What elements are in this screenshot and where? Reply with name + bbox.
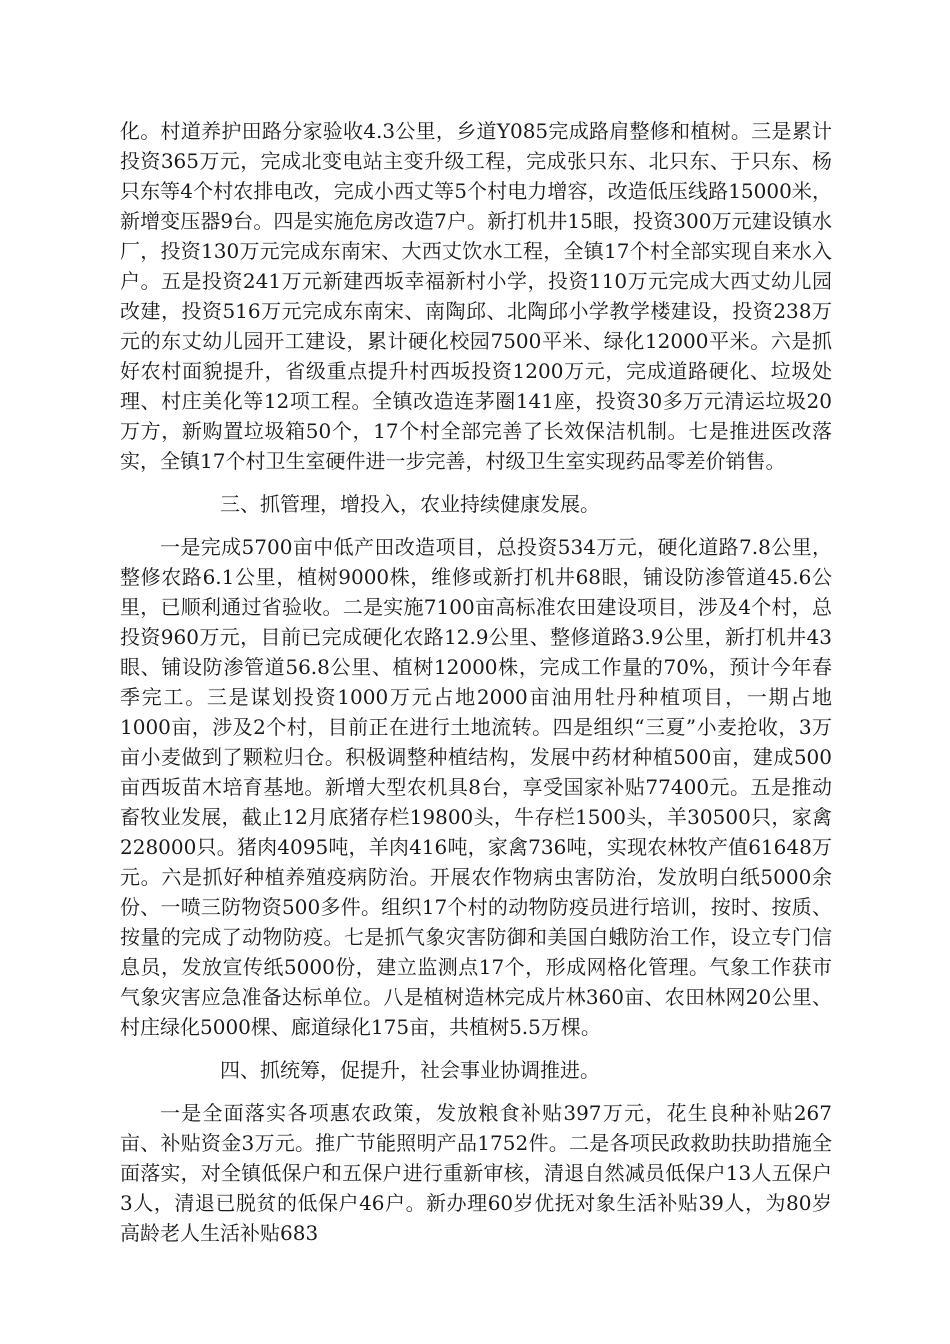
paragraph-continuation: 化。村道养护田路分家验收4.3公里，乡道Y085完成路肩整修和植树。三是累计投资365万元，完成北变电站主变升级工程，完成张只东、北只东、于只东、杨只东等4个村农排电改，完成小西丈等5个村电力增容，改造低压线路15000米，新增变压器9台。四是实施危房改造7户。新打机井15眼，投资300万元建设镇水厂，投资130万元完成东南宋、大西丈饮水工程，全镇17个村全部实现自来水入户。五是投资241万元新建西坂幸福新村小学，投资110万元完成大西丈幼儿园改建，投资516万元完成东南宋、南陶邱、北陶邱小学教学楼建设，投资238万元的东丈幼儿园开工建设，累计硬化校园7500平米、绿化12000平米。六是抓好农村面貌提升，省级重点提升村西坂投资1200万元，完成道路硬化、垃圾处理、村庄美化等12项工程。全镇改造连茅圈141座，投资30多万元清运垃圾20万方，新购置垃圾箱50个，17个村全部完善了长效保洁机制。七是推进医改落实，全镇17个村卫生室硬件进一步完善，村级卫生室实现药品零差价销售。 [120, 119, 832, 473]
document-page [120, 116, 832, 1248]
paragraph-social: 一是全面落实各项惠农政策，发放粮食补贴397万元，花生良种补贴267亩、补贴资金3万元。推广节能照明产品1752件。二是各项民政救助扶助措施全面落实，对全镇低保户和五保户进行重新审核，清退自然减员低保户13人五保户3人，清退已脱贫的低保户46户。新办理60岁优抚对象生活补贴39人，为80岁高龄老人生活补贴683 [120, 1101, 832, 1245]
paragraph-agriculture: 一是完成5700亩中低产田改造项目，总投资534万元，硬化道路7.8公里，整修农路6.1公里，植树9000株，维修或新打机井68眼，铺设防渗管道45.6公里，已顺利通过省验收。二是实施7100亩高标准农田建设项目，涉及4个村，总投资960万元，目前已完成硬化农路12.9公里、整修道路3.9公里，新打机井43眼、铺设防渗管道56.8公里、植树12000株，完成工作量的70%，预计今年春季完工。三是谋划投资1000万元占地2000亩油用牡丹种植项目，一期占地1000亩，涉及2个村，目前正在进行土地流转。四是组织“三夏”小麦抢收，3万亩小麦做到了颗粒归仓。积极调整种植结构，发展中药材种植500亩，建成500亩西坂苗木培育基地。新增大型农机具8台，享受国家补贴77400元。五是推动畜牧业发展，截止12月底猪存栏19800头，牛存栏1500头，羊30500只，家禽228000只。猪肉4095吨，羊肉416吨，家禽736吨，实现农林牧产值61648万元。六是抓好种植养殖疫病防治。开展农作物病虫害防治，发放明白纸5000余份、一喷三防物资500多件。组织17个村的动物防疫员进行培训，按时、按质、按量的完成了动物防疫。七是抓气象灾害防御和美国白蛾防治工作，设立专门信息员，发放宣传纸5000份，建立监测点17个，形成网格化管理。气象工作获市气象灾害应急准备达标单位。八是植树造林完成片林360亩、农田林网20公里、村庄绿化5000棵、廊道绿化175亩，共植树5.5万棵。 [120, 535, 832, 1039]
section-heading-4: 四、抓统筹，促提升，社会事业协调推进。 [220, 1058, 600, 1082]
section-heading-3: 三、抓管理，增投入，农业持续健康发展。 [220, 492, 600, 516]
